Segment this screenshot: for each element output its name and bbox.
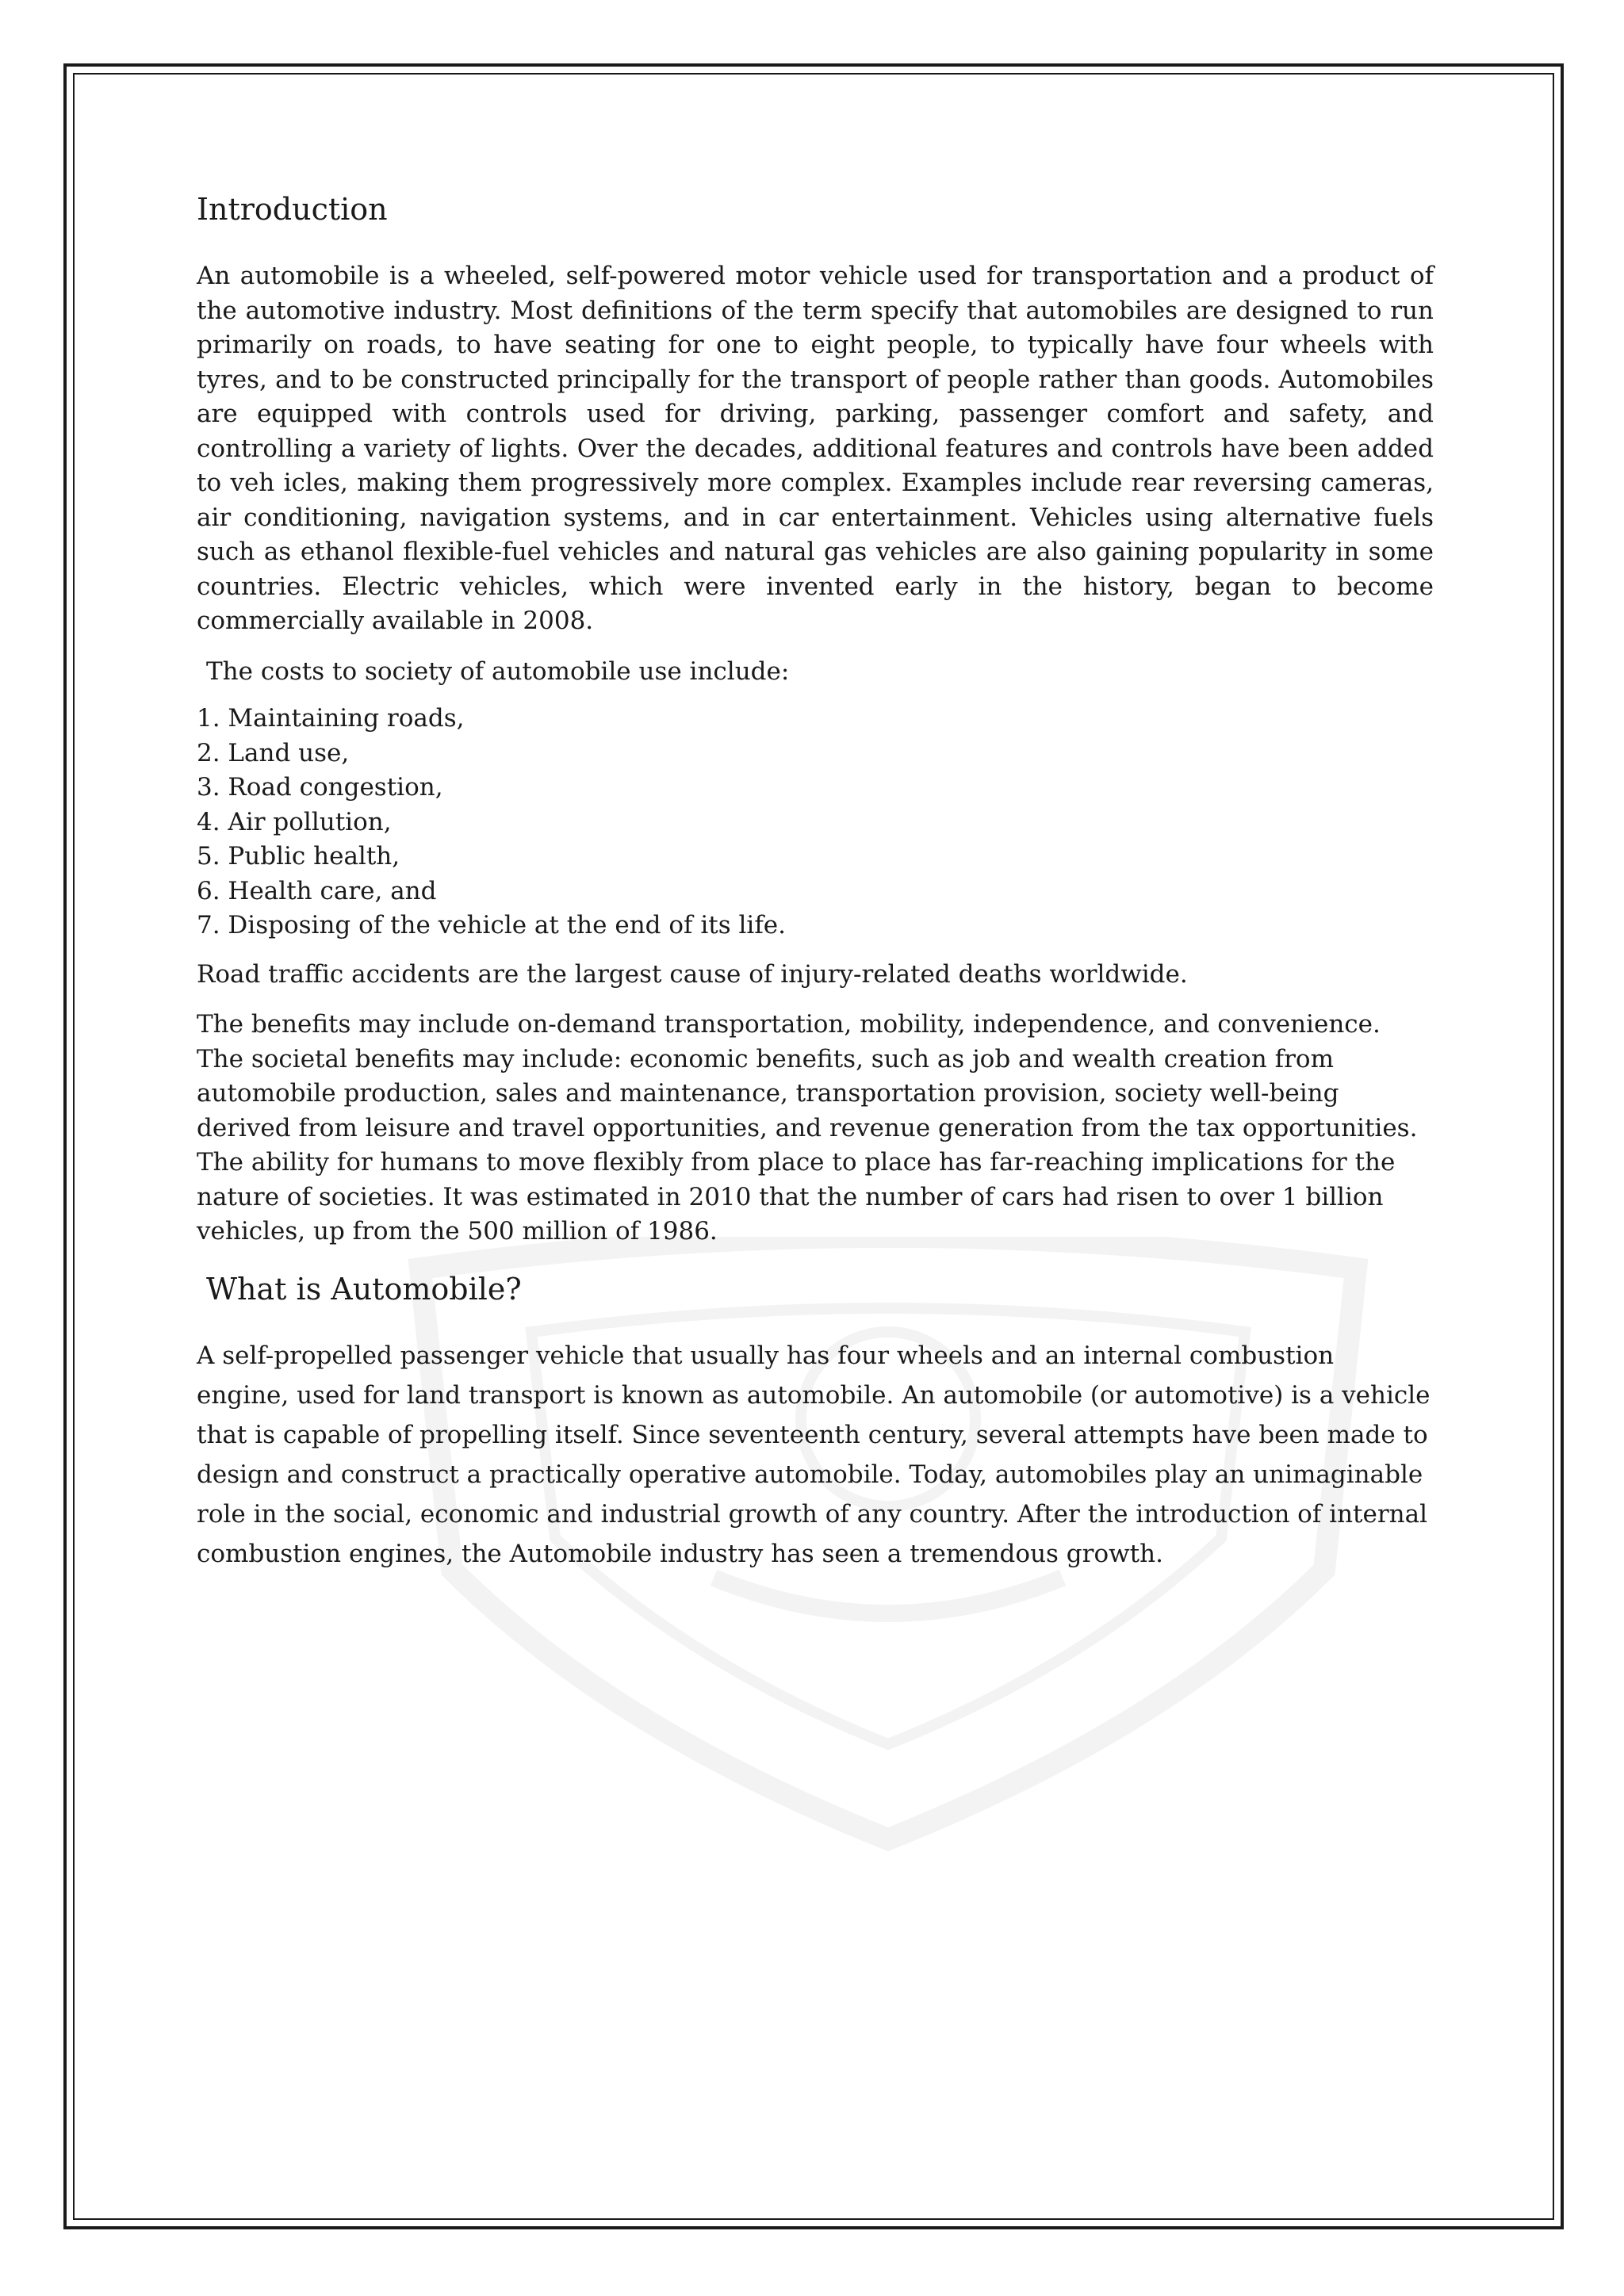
list-item: 2. Land use,	[197, 738, 350, 767]
introduction-heading: Introduction	[197, 192, 388, 227]
accidents-paragraph: Road traffic accidents are the largest cause of injury-related deaths worldwide.	[197, 959, 1188, 989]
what-is-automobile-paragraph: A self-propelled passenger vehicle that usually has four wheels and an internal combustion engine, used for land transport is known as automobile. An automobile (or automotive) is a vehicle that is capable of propelling itself. Since seventeenth century, several attempts have been made to design and construct a practically operative automobile. Today, automobiles play an unimaginable role in the social, economic and industrial growth of any country. After the introduction of internal combustion engines, the Automobile industry has seen a tremendous growth.	[197, 1341, 1431, 1569]
what-is-automobile-heading: What is Automobile?	[206, 1271, 522, 1307]
list-item: 4. Air pollution,	[197, 807, 392, 836]
costs-intro: The costs to society of automobile use include:	[206, 656, 790, 686]
benefits-paragraph: The benefits may include on-demand transportation, mobility, independence, and convenience. The societal benefits may include: economic benefits, such as job and wealth creation from automobile production, sales and maintenance, transportation provision, society well-being derived from leisure and travel opportunities, and revenue generation from the tax opportunities. The ability for humans to move flexibly from place to place has far-reaching implications for the nature of societies. It was estimated in 2010 that the number of cars had risen to over 1 billion vehicles, up from the 500 million of 1986.	[197, 1010, 1418, 1246]
introduction-paragraph: An automobile is a wheeled, self-powered motor vehicle used for transportation and a product of the automotive industry. Most definitions of the term specify that automobiles are designed to run primarily on roads, to have seating for one to eight people, to typically have four wheels with tyres, and to be constructed principally for the transport of people rather than goods. Automobiles are equipped with controls used for driving, parking, passenger comfort and safety, and controlling a variety of lights. Over the decades, additional features and controls have been added to veh icles, making them progressively more complex. Examples include rear reversing cameras, air conditioning, navigation systems, and in car entertainment. Vehicles using alternative fuels such as ethanol flexible-fuel vehicles and natural gas vehicles are also gaining popularity in some countries. Electric vehicles, which were invented early in the history, began to become commercially available in 2008.	[197, 262, 1434, 636]
costs-list	[197, 702, 1434, 943]
list-item: 3. Road congestion,	[197, 773, 443, 802]
list-item: 1. Maintaining roads,	[197, 704, 465, 733]
list-item: 7. Disposing of the vehicle at the end of its life.	[197, 911, 786, 940]
list-item: 5. Public health,	[197, 842, 400, 871]
list-item: 6. Health care, and	[197, 876, 437, 905]
document-body	[197, 190, 1434, 1574]
